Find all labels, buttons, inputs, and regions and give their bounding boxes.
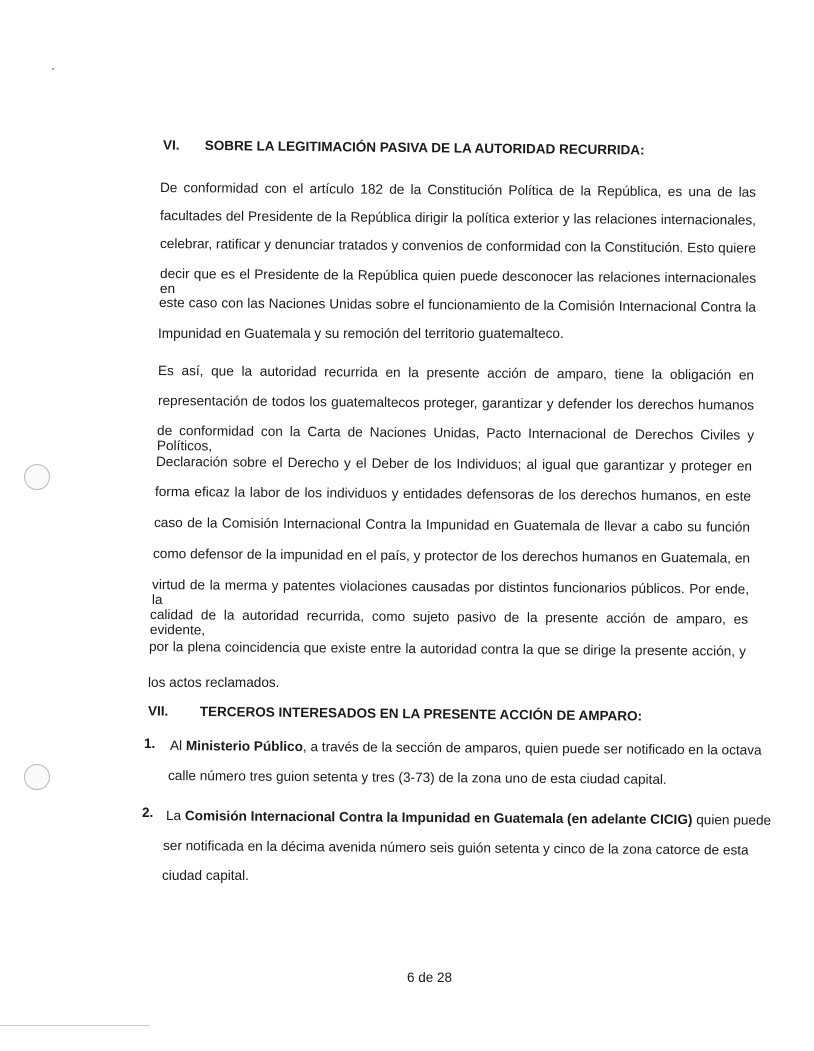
list-item-number: 2. bbox=[142, 805, 154, 820]
section-vii-title: TERCEROS INTERESADOS EN LA PRESENTE ACCIÓN DE AMPARO: bbox=[199, 703, 643, 724]
section-vii-number: VII. bbox=[147, 703, 169, 719]
list-item-first-line: Al Ministerio Público, a través de la sección de amparos, quien puede ser notificado en la octava bbox=[169, 738, 762, 758]
paragraph-line: caso de la Comisión Internacional Contra la Impunidad en Guatemala de llevar a cabo su función bbox=[153, 515, 751, 535]
section-vi-title: SOBRE LA LEGITIMACIÓN PASIVA DE LA AUTORIDAD RECURRIDA: bbox=[204, 137, 645, 158]
list-item-line: ciudad capital. bbox=[162, 868, 249, 883]
paragraph-line: Impunidad en Guatemala y su remoción del territorio guatemalteco. bbox=[158, 326, 564, 341]
section-vii-heading bbox=[148, 703, 642, 723]
paragraph-line: forma eficaz la labor de los individuos y entidades defensoras de los derechos humanos, en este bbox=[154, 484, 752, 504]
paragraph-line: Es así, que la autoridad recurrida en la presente acción de amparo, tiene la obligación en bbox=[157, 363, 755, 383]
paragraph-line: calidad de la autoridad recurrida, como sujeto pasivo de la presente acción de amparo, es evidente, bbox=[149, 607, 749, 638]
section-vi-heading bbox=[163, 137, 645, 157]
paragraph-line: De conformidad con el artículo 182 de la Constitución Política de la República, es una de las bbox=[159, 180, 757, 200]
list-item-line: calle número tres guion setenta y tres (3-73) de la zona uno de esta ciudad capital. bbox=[167, 768, 667, 787]
paragraph-line: como defensor de la impunidad en el país, y protector de los derechos humanos en Guatemala, en bbox=[152, 546, 751, 566]
paragraph-line: este caso con las Naciones Unidas sobre el funcionamiento de la Comisión Internacional Contra la bbox=[158, 295, 757, 315]
list-item-line: ser notificada en la décima avenida número seis guión setenta y cinco de la zona catorce de esta bbox=[162, 838, 749, 858]
page-number: 6 de 28 bbox=[407, 970, 453, 985]
party-name: Comisión Internacional Contra la Impunidad en Guatemala (en adelante CICIG) bbox=[184, 808, 693, 828]
list-item-number: 1. bbox=[144, 736, 156, 751]
list-item-first-line: La Comisión Internacional Contra la Impunidad en Guatemala (en adelante CICIG) quien puede bbox=[165, 808, 772, 828]
paragraph-line: facultades del Presidente de la República dirigir la política exterior y las relaciones internacionales, bbox=[159, 208, 757, 228]
paragraph-line: representación de todos los guatemaltecos proteger, garantizar y defender los derechos humanos bbox=[157, 393, 755, 413]
paragraph-line: decir que es el Presidente de la República quien puede desconocer las relaciones internacionales en bbox=[159, 266, 757, 297]
party-name: Ministerio Público bbox=[185, 738, 304, 755]
paragraph-line: Declaración sobre el Derecho y el Deber de los Individuos; al igual que garantizar y proteger en bbox=[155, 454, 753, 474]
section-vi-number: VI. bbox=[162, 137, 180, 153]
paragraph-line: virtud de la merma y patentes violaciones causadas por distintos funcionarios públicos. Por ende, la bbox=[151, 577, 750, 608]
paragraph-line: celebrar, ratificar y denunciar tratados y convenios de conformidad con la Constitución. Esto quiere bbox=[159, 236, 757, 256]
paragraph-line: de conformidad con la Carta de Naciones Unidas, Pacto Internacional de Derechos Civiles y Políticos, bbox=[156, 423, 755, 454]
paragraph-line: los actos reclamados. bbox=[148, 675, 280, 690]
paragraph-line: por la plena coincidencia que existe entre la autoridad contra la que se dirige la presente acción, y bbox=[148, 639, 747, 659]
